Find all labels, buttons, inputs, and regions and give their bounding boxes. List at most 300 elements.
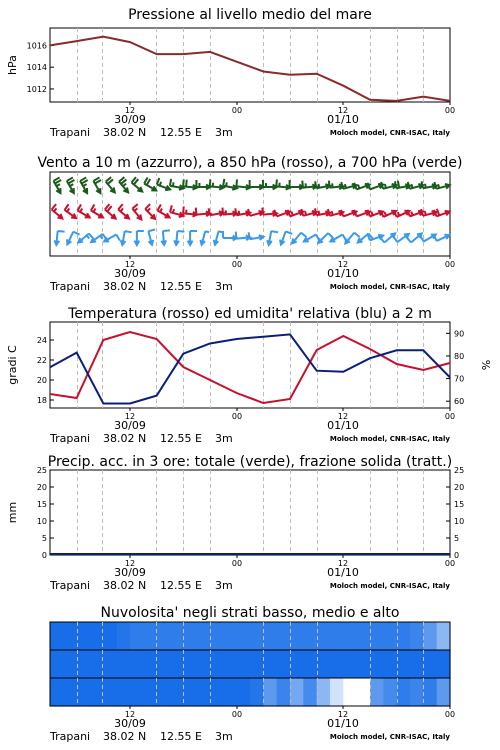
x-tick-label: 00: [231, 559, 243, 568]
latitude: 38.02 N: [103, 579, 147, 592]
wind-barb: [304, 235, 320, 242]
wind-barb: [105, 204, 116, 218]
cloud-cell: [277, 622, 291, 651]
cloud-cell: [170, 650, 184, 679]
cloud-cell: [117, 678, 131, 707]
date-label: 30/09: [114, 113, 146, 126]
model-credit: Moloch model, CNR-ISAC, Italy: [329, 582, 450, 590]
barb-feather: [438, 184, 439, 188]
x-tick-label: 12: [337, 710, 349, 719]
cloud-cell: [437, 678, 451, 707]
barb-feather: [219, 231, 223, 232]
wind-barb: [118, 204, 129, 218]
barb-feather: [437, 209, 439, 216]
barb-feather: [160, 182, 161, 186]
cloud-cell: [263, 678, 277, 707]
model-credit: Moloch model, CNR-ISAC, Italy: [329, 283, 450, 291]
wind-barb: [214, 231, 223, 245]
cloud-cell: [197, 650, 211, 679]
y-tick-label: 1014: [26, 63, 47, 73]
y-tick-label: 5: [454, 534, 460, 543]
cloud-cell: [103, 650, 117, 679]
barb-feather: [385, 184, 386, 188]
barb-feather: [425, 184, 426, 188]
cloud-cell: [423, 622, 437, 651]
cloud-cell: [290, 650, 304, 679]
barb-feather: [209, 208, 210, 215]
x-tick-label: 12: [337, 559, 349, 568]
panel-title: Temperatura (rosso) ed umidita' relativa (blu) a 2 m: [68, 306, 432, 322]
barb-feather: [398, 181, 399, 188]
x-tick-label: 00: [231, 260, 243, 269]
date-label: 01/10: [327, 566, 359, 579]
barb-feather: [157, 178, 159, 185]
barb-feather: [319, 184, 320, 188]
x-tick-label: 12: [124, 260, 136, 269]
y-tick-label: 0: [41, 551, 47, 560]
date-label: 01/10: [327, 267, 359, 280]
date-label: 30/09: [114, 267, 146, 280]
barb-feather: [398, 212, 400, 216]
barb-feather: [371, 212, 372, 216]
barb-feather: [291, 212, 292, 216]
barb-feather: [58, 231, 65, 232]
cloud-cell: [103, 622, 117, 651]
cloud-cell: [330, 678, 344, 707]
cloud-cell: [357, 650, 371, 679]
cloud-cell: [423, 650, 437, 679]
barb-feather: [425, 211, 426, 215]
x-tick-label: 00: [444, 559, 456, 568]
barb-feather: [223, 179, 224, 186]
wind-barb: [196, 180, 210, 189]
cloud-cell: [130, 678, 144, 707]
barb-feather: [186, 180, 187, 187]
wind-barb: [91, 204, 103, 217]
x-tick-label: 12: [337, 106, 349, 115]
barb-feather: [395, 181, 396, 188]
latitude: 38.02 N: [103, 280, 147, 293]
cloud-cell: [197, 622, 211, 651]
wind-barb: [157, 178, 170, 190]
barb-feather: [239, 211, 240, 215]
y-tick-label: 5: [41, 534, 47, 543]
cloud-cell: [303, 650, 317, 679]
cloud-cell: [303, 622, 317, 651]
model-credit: Moloch model, CNR-ISAC, Italy: [329, 733, 450, 741]
pressure-panel: [6, 7, 455, 139]
barb-feather: [271, 231, 278, 232]
barb-feather: [196, 208, 197, 215]
cloud-cell: [437, 650, 451, 679]
cloud-cover-panel: [49, 605, 455, 743]
location-name: Trapani: [50, 126, 91, 139]
wind-barb: [174, 231, 184, 245]
wind-barb: [267, 231, 278, 245]
panel-title: Pressione al livello medio del mare: [128, 7, 372, 23]
barb-feather: [315, 208, 316, 215]
barb-feather: [384, 212, 386, 216]
barb-feather: [411, 212, 412, 216]
barb-feather: [80, 209, 82, 212]
y-tick-label: 1016: [26, 41, 47, 51]
wind-barb: [161, 230, 170, 245]
x-tick-label: 00: [231, 710, 243, 719]
cloud-cell: [277, 678, 291, 707]
cloud-cell: [437, 622, 451, 651]
cloud-cell: [397, 650, 411, 679]
wind-barb: [183, 179, 197, 189]
cloud-cell: [77, 622, 91, 651]
cloud-cell: [223, 622, 237, 651]
barb-feather: [93, 209, 95, 212]
barb-feather: [183, 179, 184, 186]
cloud-cell: [383, 650, 397, 679]
y-axis-label: mm: [6, 501, 19, 524]
cloud-cell: [237, 678, 251, 707]
barb-feather: [236, 232, 237, 239]
cloud-cell: [237, 650, 251, 679]
cloud-cell: [90, 650, 104, 679]
cloud-cell: [370, 650, 384, 679]
wind-barb: [119, 177, 128, 192]
cloud-cell: [210, 650, 224, 679]
barb-feather: [345, 184, 346, 188]
cloud-cell: [103, 678, 117, 707]
wind-barb: [330, 235, 346, 242]
latitude: 38.02 N: [103, 432, 147, 445]
barb-feather: [163, 230, 170, 231]
barb-feather: [177, 231, 184, 232]
wind-barb: [145, 204, 155, 219]
cloud-cell: [117, 650, 131, 679]
barb-feather: [83, 184, 86, 186]
barb-feather: [332, 211, 333, 215]
y-tick-label: 60: [454, 397, 465, 407]
y-tick-label: 15: [36, 500, 47, 509]
barb-feather: [422, 181, 423, 188]
barb-feather: [210, 179, 211, 186]
cloud-cell: [157, 650, 171, 679]
wind-barb: [188, 231, 197, 245]
model-credit: Moloch model, CNR-ISAC, Italy: [329, 129, 450, 137]
cloud-cell: [290, 622, 304, 651]
location-name: Trapani: [50, 730, 91, 743]
cloud-cell: [343, 650, 357, 679]
cloud-cell: [383, 622, 397, 651]
x-tick-label: 12: [124, 106, 136, 115]
cloud-cell: [210, 678, 224, 707]
barb-feather: [205, 231, 209, 232]
cloud-cell: [143, 678, 157, 707]
cloud-cell: [63, 622, 77, 651]
wind-barb: [170, 179, 184, 190]
location-name: Trapani: [50, 432, 91, 445]
cloud-cell: [90, 622, 104, 651]
date-label: 30/09: [114, 566, 146, 579]
cloud-cell: [157, 678, 171, 707]
x-tick-label: 00: [444, 106, 456, 115]
wind-barb: [54, 231, 64, 245]
wind-barb: [263, 180, 277, 189]
humidity-line: [50, 334, 450, 403]
x-tick-label: 00: [444, 412, 456, 421]
cloud-cell: [357, 678, 371, 707]
barb-feather: [120, 208, 123, 211]
barb-feather: [170, 205, 172, 212]
barb-feather: [358, 185, 359, 189]
cloud-cell: [237, 622, 251, 651]
barb-feather: [57, 184, 60, 186]
elevation: 3m: [215, 579, 233, 592]
wind-barb: [93, 177, 101, 193]
cloud-cell: [343, 622, 357, 651]
cloud-cell: [157, 622, 171, 651]
y-tick-label: 22: [36, 356, 47, 365]
temperature-humidity-panel: [6, 306, 493, 445]
wind-barb: [106, 177, 115, 192]
cloud-cell: [130, 650, 144, 679]
y-tick-label: 15: [454, 500, 465, 509]
x-tick-label: 00: [444, 710, 456, 719]
barb-feather: [393, 236, 397, 242]
cloud-cell: [263, 622, 277, 651]
pressure-line: [50, 37, 450, 101]
cloud-cell: [410, 678, 424, 707]
cloud-cell: [77, 678, 91, 707]
barb-feather: [315, 181, 316, 188]
barb-feather: [262, 208, 263, 215]
wind-barb: [170, 205, 184, 217]
cloud-cell: [397, 622, 411, 651]
longitude: 12.55 E: [160, 280, 202, 293]
wind-barb: [132, 204, 141, 219]
wind-barb: [104, 235, 120, 242]
location-name: Trapani: [50, 579, 91, 592]
barb-feather: [301, 233, 306, 237]
cloud-cell: [290, 678, 304, 707]
wind-barb: [52, 204, 63, 218]
barb-feather: [236, 179, 237, 186]
cloud-cell: [397, 678, 411, 707]
cloud-cell: [330, 650, 344, 679]
cloud-cell: [250, 678, 264, 707]
barb-feather: [54, 208, 57, 211]
cloud-cell: [250, 650, 264, 679]
panel-title: Vento a 10 m (azzurro), a 850 hPa (rosso), a 700 hPa (verde): [37, 155, 463, 171]
cloud-cell: [63, 650, 77, 679]
cloud-cell: [423, 678, 437, 707]
cloud-cell: [250, 622, 264, 651]
cloud-cell: [343, 678, 357, 707]
cloud-cell: [263, 650, 277, 679]
x-tick-label: 12: [337, 412, 349, 421]
wind-barb: [276, 179, 290, 189]
latitude: 38.02 N: [103, 730, 147, 743]
barb-feather: [147, 208, 150, 211]
cloud-cell: [143, 650, 157, 679]
y-axis-label: %: [480, 359, 493, 371]
y-tick-label: 0: [454, 551, 460, 560]
barb-feather: [173, 182, 174, 186]
wind-barb: [249, 232, 264, 240]
plot-frame: [50, 470, 450, 555]
wind-barb: [210, 179, 224, 189]
cloud-cell: [170, 622, 184, 651]
barb-feather: [148, 229, 155, 231]
model-credit: Moloch model, CNR-ISAC, Italy: [329, 435, 450, 443]
y-tick-label: 25: [36, 466, 47, 475]
x-tick-label: 12: [124, 710, 136, 719]
wind-barb: [144, 177, 156, 190]
barb-feather: [116, 235, 120, 241]
y-tick-label: 10: [36, 517, 47, 526]
cloud-cell: [50, 650, 64, 679]
barb-feather: [411, 184, 412, 188]
cloud-cell: [317, 650, 331, 679]
elevation: 3m: [215, 280, 233, 293]
longitude: 12.55 E: [160, 126, 202, 139]
cloud-cell: [117, 622, 131, 651]
cloud-cell: [77, 650, 91, 679]
cloud-cell: [303, 678, 317, 707]
wind-barb: [65, 204, 76, 218]
cloud-cell: [370, 622, 384, 651]
x-tick-label: 00: [444, 260, 456, 269]
wind-barb: [134, 231, 143, 245]
barb-feather: [222, 208, 223, 215]
cloud-cell: [50, 678, 64, 707]
wind-panel: [37, 155, 462, 293]
x-tick-label: 00: [231, 106, 243, 115]
cloud-cell: [357, 622, 371, 651]
barb-feather: [354, 233, 359, 237]
barb-shaft: [318, 233, 328, 243]
cloud-cell: [130, 622, 144, 651]
barb-feather: [305, 211, 306, 215]
barb-feather: [134, 208, 137, 211]
date-label: 01/10: [327, 419, 359, 432]
y-tick-label: 70: [454, 374, 465, 384]
x-tick-label: 12: [337, 260, 349, 269]
longitude: 12.55 E: [160, 432, 202, 445]
elevation: 3m: [215, 432, 233, 445]
wind-barb: [54, 177, 62, 193]
barb-feather: [249, 232, 250, 239]
y-tick-label: 90: [454, 329, 465, 339]
y-tick-label: 10: [454, 517, 465, 526]
y-axis-label: gradi C: [6, 345, 19, 385]
cloud-cell: [183, 622, 197, 651]
barb-feather: [87, 235, 90, 238]
wind-barb: [67, 177, 75, 193]
barb-feather: [407, 237, 411, 242]
cloud-cell: [183, 678, 197, 707]
barb-feather: [276, 179, 277, 186]
barb-feather: [123, 184, 126, 187]
cloud-cell: [210, 622, 224, 651]
wind-barb: [200, 231, 209, 245]
date-label: 30/09: [114, 419, 146, 432]
barb-feather: [183, 206, 184, 213]
longitude: 12.55 E: [160, 579, 202, 592]
wind-barb: [148, 229, 155, 244]
cloud-cell: [170, 678, 184, 707]
barb-feather: [173, 209, 174, 213]
precipitation-panel: [6, 454, 464, 592]
temperature-line: [50, 332, 450, 403]
wind-barb: [250, 180, 264, 189]
cloud-cell: [317, 622, 331, 651]
barb-feather: [125, 231, 132, 232]
barb-feather: [329, 181, 330, 188]
x-tick-label: 00: [231, 412, 243, 421]
cloud-cell: [50, 622, 64, 651]
wind-barb: [236, 179, 250, 189]
barb-feather: [160, 209, 162, 212]
wind-barb: [80, 177, 88, 193]
x-tick-label: 12: [124, 412, 136, 421]
location-name: Trapani: [50, 280, 91, 293]
y-tick-label: 25: [454, 466, 465, 475]
cloud-cell: [223, 678, 237, 707]
elevation: 3m: [215, 126, 233, 139]
cloud-cell: [183, 650, 197, 679]
y-tick-label: 1012: [26, 84, 47, 94]
barb-feather: [226, 182, 227, 186]
barb-feather: [67, 208, 69, 211]
cloud-cell: [317, 678, 331, 707]
wind-barb: [78, 204, 90, 217]
cloud-cell: [143, 622, 157, 651]
plot-frame: [50, 28, 450, 102]
y-tick-label: 20: [454, 483, 465, 492]
cloud-cell: [277, 650, 291, 679]
cloud-cell: [410, 622, 424, 651]
longitude: 12.55 E: [160, 730, 202, 743]
x-tick-label: 12: [124, 559, 136, 568]
y-tick-label: 24: [36, 336, 47, 345]
date-label: 30/09: [114, 717, 146, 730]
y-tick-label: 18: [36, 396, 47, 405]
wind-barb: [131, 177, 142, 191]
barb-feather: [302, 181, 303, 188]
cloud-cell: [63, 678, 77, 707]
y-tick-label: 20: [36, 483, 47, 492]
date-label: 01/10: [327, 113, 359, 126]
barb-feather: [286, 231, 293, 233]
cloud-cell: [330, 622, 344, 651]
cloud-cell: [90, 678, 104, 707]
wind-barb: [223, 179, 237, 190]
panel-title: Precip. acc. in 3 ore: totale (verde), frazione solida (tratt.): [47, 454, 453, 470]
barb-feather: [319, 211, 320, 215]
panel-title: Nuvolosita' negli strati basso, medio e alto: [100, 605, 400, 621]
cloud-cell: [383, 678, 397, 707]
plot-frame: [50, 322, 450, 408]
cloud-cell: [223, 650, 237, 679]
latitude: 38.02 N: [103, 126, 147, 139]
barb-feather: [170, 179, 171, 186]
cloud-cell: [197, 678, 211, 707]
y-tick-label: 80: [454, 351, 465, 361]
y-tick-label: 20: [36, 376, 47, 385]
elevation: 3m: [215, 730, 233, 743]
date-label: 01/10: [327, 717, 359, 730]
wind-barb: [157, 204, 169, 217]
cloud-cell: [410, 650, 424, 679]
barb-feather: [70, 184, 73, 186]
